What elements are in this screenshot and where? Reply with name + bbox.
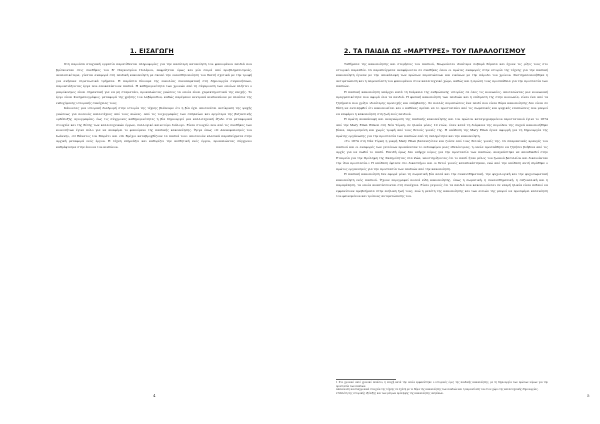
right-page-body <box>336 62 548 380</box>
paragraph: Η πρώτη ανακάλυψη και αναγνώριση της παιδικής κακοποίησης και του πρώτου καταγεγραμμένου περιστατικού έγινε το 1874 από την Mary Ellen Wilson στη Νέα Υόρκη, σε ηλικία μόλις 10 ετών, όταν κατά τη διάρκεια της περιόδου της συχνά κακοποιήθηκε βίαια, περιορισμένη και χωρίς τροφή από τους θετούς γονείς της. Η υπόθεση της Mary Ellen έγινε αφορμή για τη δημιουργία της πρώτης οργάνωσης για την προστασία των παιδιών από τη σκληρότητα και την κακοποίηση. <box>336 117 548 138</box>
footnote: 1 Στο χρονικό αυτό χρονικό πλαίσιο, η εποχή κατά την οποία εμφανίστηκε ο ιστορικός όρος της παιδικής κακοποίησης, με τη δημιουργία των πρώτων νόμων για την προστασία των παιδιών. <box>336 381 548 388</box>
footnote-divider <box>336 379 396 380</box>
left-page-body <box>56 62 252 252</box>
left-page-number: 4 <box>153 393 156 398</box>
paragraph: Κάνοντας μια ιστορική διαδρομή στην ιστορία της τέχνης βλέπουμε ότι η βία έχει αποτελέσει αντίκρυση της ψυχής γνώσεως για πολλούς καλλιτέχνες από τους αιώνες. Από τις τοιχογραφίες των σπηλαίων και αργότερα της βυζαντινής ορθόδοξης αγιογραφίας, έως τις σύγχρονες καθημερινότητες η βία δημιουργεί μια καλλιτεχνική έξοδο στα μεταφορικά στοιχεία και της θέσης των καλλιτεχνικών έργων, συλλογικό καινοτόμο διάλογο. Είναι στοιχείο που από τις συνθήκες των κοινοτήτων έγινε πόλο για να αναφέρει το φαινόμενο της παιδικής κακοποίησης. Έργα όπως «Ο Αποκεφαλισμός του Ιωάννη», «Ο Θάνατος του Μαράτ» και «Οι Βρόχοι καταβροχθίζουν τα παιδιά του» αποτελούν κλασικά παραδείγματα στην αρχική μεταφορά ενός έργου. Η τέχνη επηρεάζει και καθορίζει την αισθητική ενός έργου, προκαλώντας σύγχρονο καθρέφτισμα στην έννοια του κινδύνου. <box>56 106 252 149</box>
paragraph: Στη παρούσα πτυχιακή εργασία παρατίθενται πληροφορίες για την καλύτερη κατανόηση του φαινομένου παιδιά που βρίσκονταν στις συνθήκες του Β' Παγκοσμίου Πολέμου, εκφράζεται όμως και μία σειρά από προβληματισμούς, αναλυτικότερα, γίνεται αναφορά στη παιδική κακοποίηση με σκοπό την ευαισθητοποίηση του θεατή σχετικά με την τροφή για ανήλικα στρατιωτικά τμήματα. Η παράστα δίνουμε της ευκολίας συνυπαρκτική στη δημιουργία συγκινήσεων, παρουσιάζοντας έργα που αποκαλύπτουν παιδιά. Η καθημερινότητα των χρονών από τη σύγκρουση των οποίων πλήττει ο μικρόκοσμος είναι σημαντική για να μη σταματάει, προκαλώντας γνώσεις τα οποία είναι χαρακτηριστικά της εποχής. Το έργο είναι Κινηματογράφος, μεταφορά της χρήσης του λαβύρινθου, καθώς παρέμεινε κεντρικά κινδυνεύουν με πλαίσια της ενδεχόμενης ιστορικής συνέχειας τους. <box>56 62 252 105</box>
paragraph: Ταθήματα της κακοποίησης και στερήσεις του παιδιού, θεωρούνται ιδιαίτερα σοβαρά θέματα και έχουν τις ρίζες τους στο ιστορικό παρελθόν. Οι παραδείγματα αναφέρονται σε συνθήκες όπου οι πρώτες αναφορές στην ιστορία της τέχνης για την παιδική κακοποίηση έγιναν με την αποκάλυψη των πρώτων περιπτώσεων και εικόνων με την πάροδο του χρόνου. Συστηματοποιήθηκε η αντιμετώπιση και η παρουσίαση του φαινομένου στον καλλιτεχνικό χώρο, καθώς και η πρώτη τους προσπάθεια για την προστασία των παιδιών. <box>336 62 548 88</box>
footnote: Απεικόνιση και διαχρονικά στοιχεία της τέχνης σε σχέση με το θέμα της κακοποίησης των παιδιών και η παρουσίαση του στον χώρο της καλλιτεχνικής δημιουργίας. <box>336 388 539 392</box>
left-page-heading: 1. ΕΙΣΑΓΩΓΗ <box>130 48 174 55</box>
right-page-heading: 2. ΤΑ ΠΑΙΔΙΑ ΩΣ «ΜΑΡΤΥΡΕΣ» ΤΟΥ ΠΑΡΑΛΟΓΙΣΜΟΥ <box>344 48 526 55</box>
right-page <box>300 0 600 424</box>
right-page-number: 5 <box>587 393 590 398</box>
footnotes <box>336 381 548 395</box>
paragraph: Η παιδική κακοποίηση υπάρχει κατά τη διάρκεια της ανθρώπινης ιστορίας σε όλες τις κοινωνίες, αποτελώντας μια κοινωνική πραγματικότητα που αφορά όλα τα παιδιά. Η φυσική κακοποίηση των παιδιών και η επίδραση της στην κοινωνία, είναι ένα από τα ζητήματα που χρίζει ιδιαίτερης προσοχής και επέμβασης. Σε πολλές περιπτώσεις ένα παιδί που είναι θύμα κακοποίησης δεν είναι σε θέση να αντιληφθεί ότι κακοποιείται και ο καθένας πρέπει να το προστατεύει από τις σωματικές και ψυχικές επιπτώσεις που μπορεί να επιφέρει η κακοποίηση στη ζωή ενός παιδιού. <box>336 89 548 116</box>
paragraph: «Το 1874 στη Νέα Υόρκη η μικρή Mary Ellen βασανιζόταν και ζούσε από τους θετούς γονείς της. Οι σπαρακτικές κραυγές του παιδιού και οι αναφορές των γειτόνων προκάλεσαν το ενδιαφέρον μιας εθελόντριας, η οποία προσπάθησε να ζητήσει βοήθεια από τις αρχές για να σωθεί το παιδί. Επειδή όμως δεν υπήρχε νόμος για την προστασία των παιδιών, αναγκάστηκε να απευθυνθεί στην Εταιρεία για την Πρόληψη της Σκληρότητας στα Ζώα, υποστηρίζοντας ότι το παιδί ήταν μέλος του ζωικού βασιλείου και δικαιούνταν την ίδια προστασία.» Η υπόθεση έφτασε στο δικαστήριο και οι θετοί γονείς καταδικάστηκαν, ενώ από την υπόθεση αυτή ιδρύθηκε ο πρώτος οργανισμός για την προστασία των παιδιών από την κακοποίηση. <box>336 139 548 171</box>
paragraph: Η παιδική κακοποίηση δεν αφορά μόνο τη σωματική βία αλλά και την συναισθηματική, την ψυχολογική και την ψυχοσωματική κακοποίηση ενός παιδιού. Έχουν περιγραφεί πολλά είδη κακοποίησης, όπως η σωματική, η συναισθηματική, η σεξουαλική και η παραμέληση, τα οποία αναπτύσσονται στη συνέχεια. Είναι γεγονός ότι τα παιδιά που κακοποιούνται σε νεαρή ηλικία είναι πιθανό να εμφανίσουν προβλήματα στην ενήλικη ζωή τους, ενώ η μελέτη της κακοποίησης και των αιτιών της μπορεί να προσφέρει κατανόηση του φαινομένου και τρόπους αντιμετώπισης του. <box>336 172 548 198</box>
footnote: 2 Μελέτη της ιστορικής εξέλιξης και των μέτρων πρόληψης της κακοποίησης ανηλίκων. <box>336 391 444 395</box>
